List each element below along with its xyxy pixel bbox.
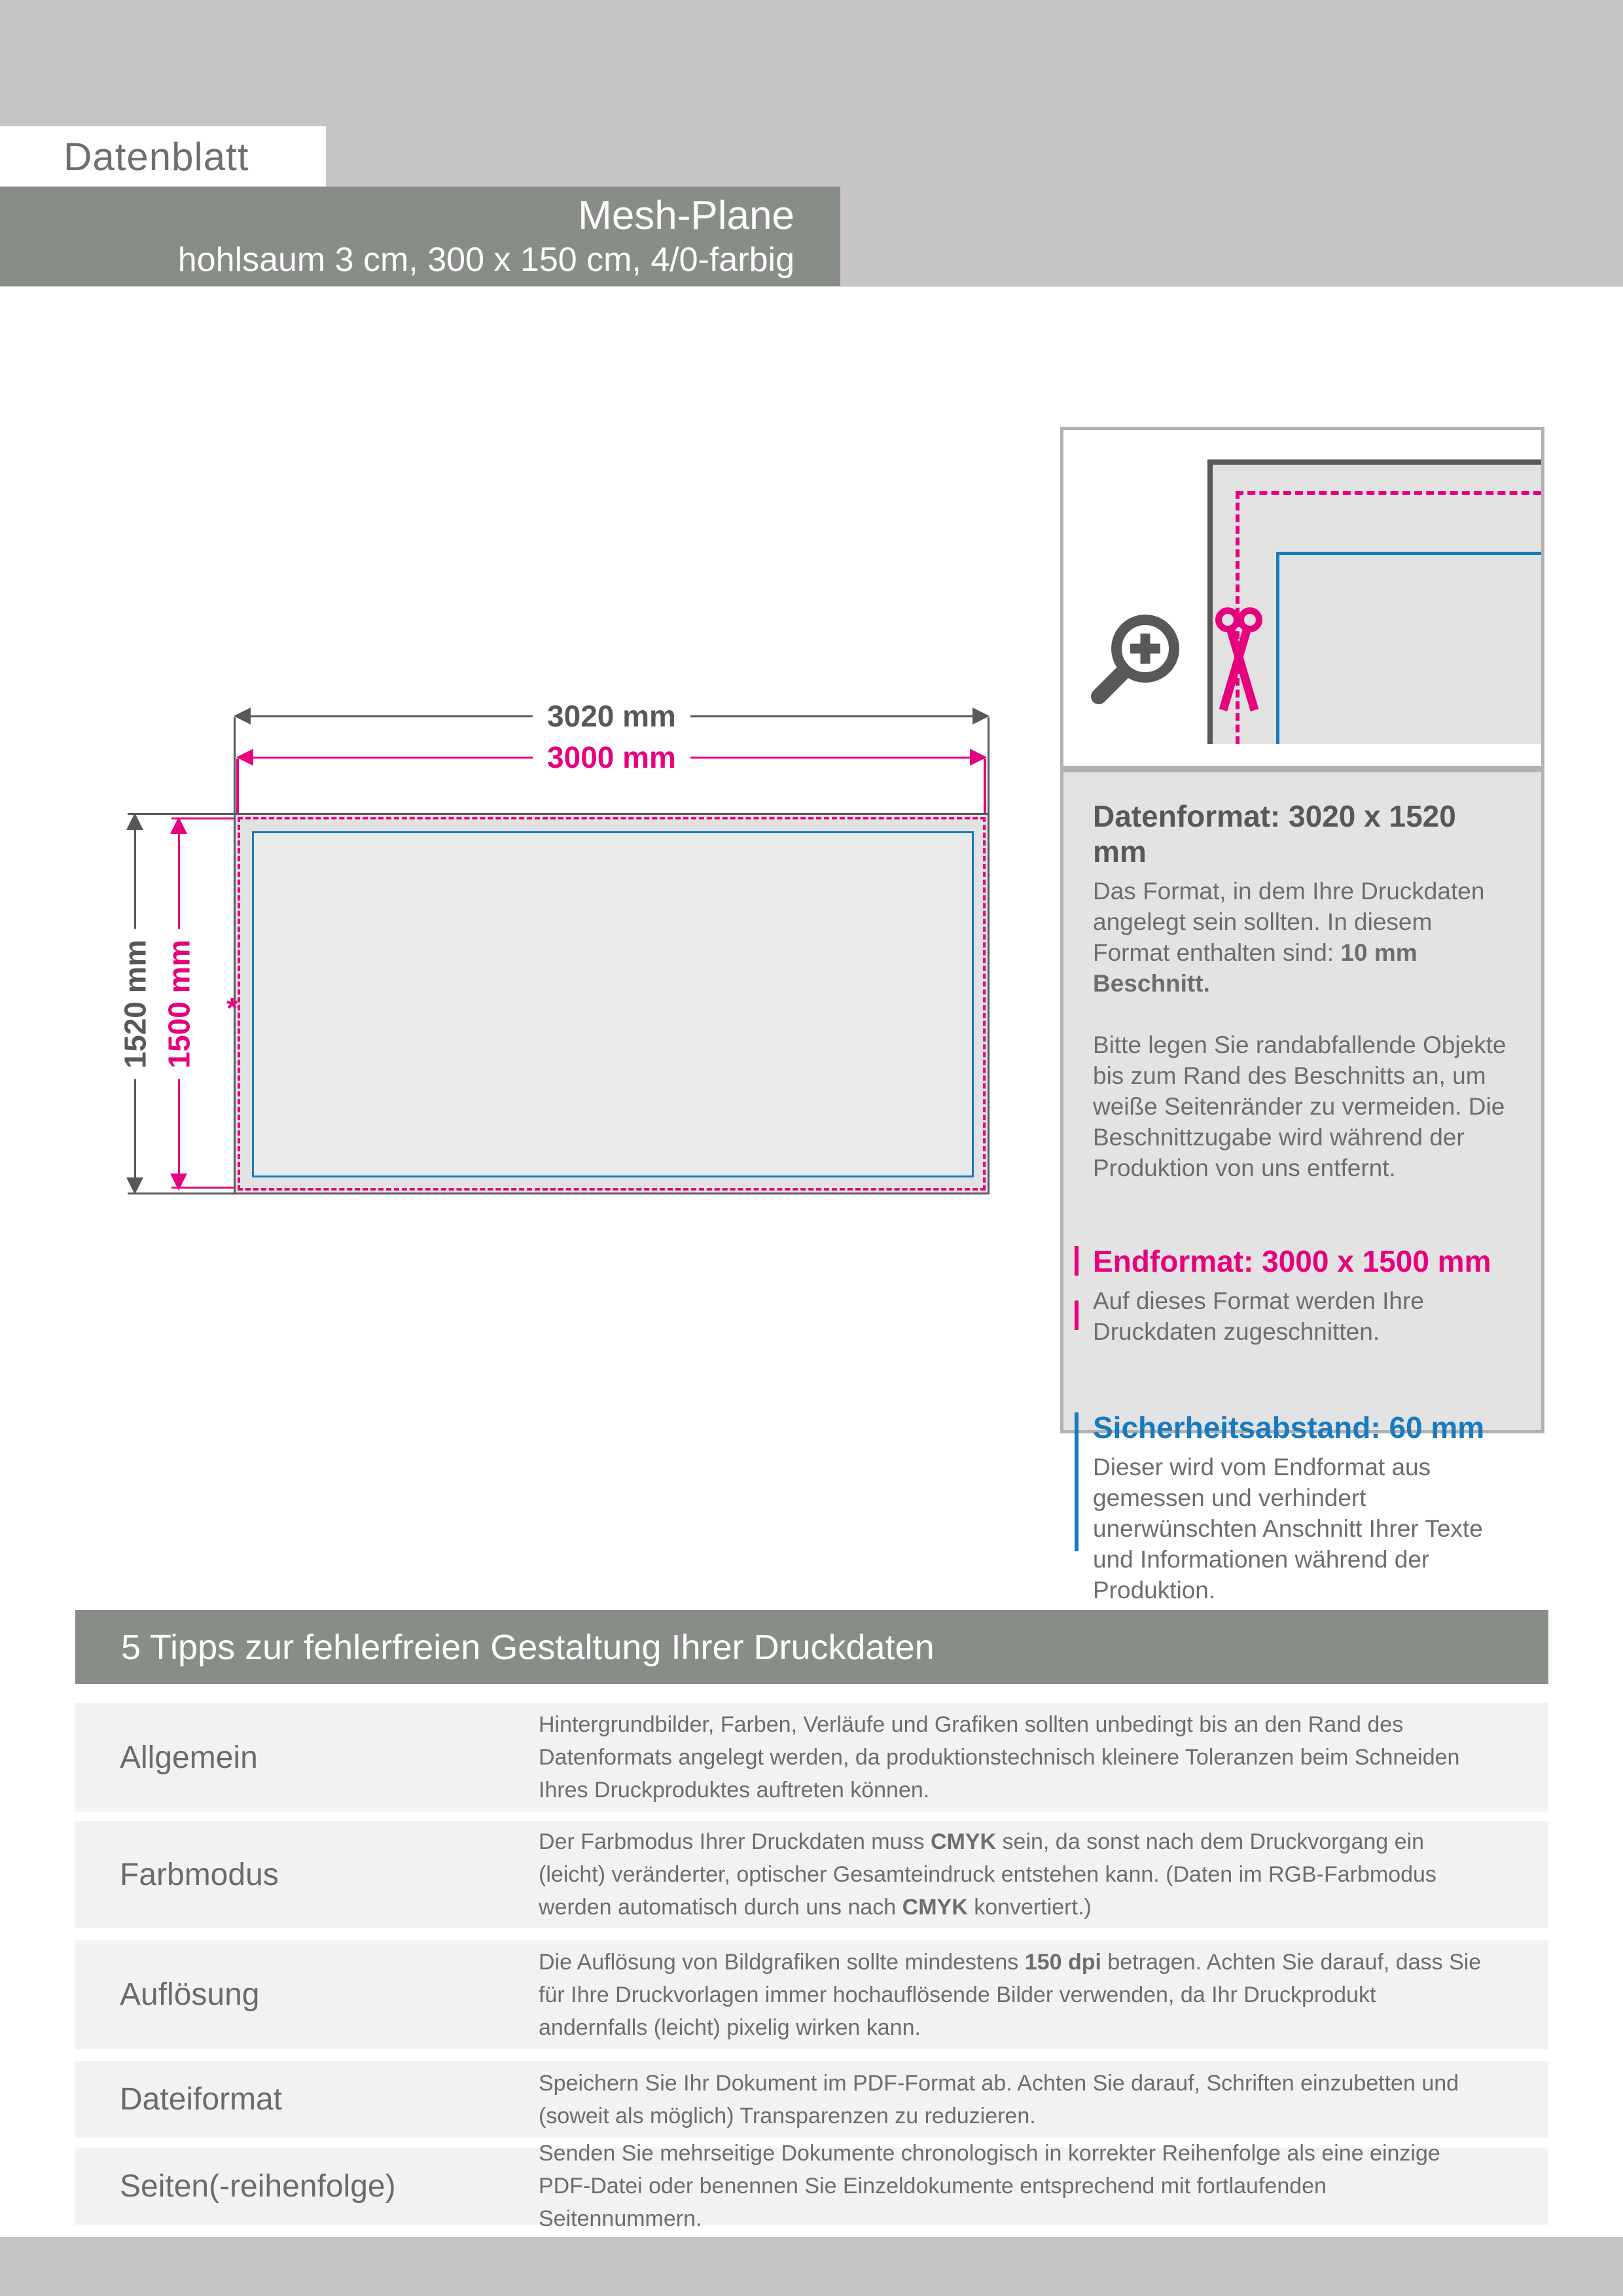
safety-margin-paragraph: Dieser wird vom Endformat aus gemessen und verhindert unerwünschten Anschnitt Ihrer Texte und Informationen während der Produktion. xyxy=(1093,1454,1483,1604)
tip-text: Speichern Sie Ihr Dokument im PDF-Format ab. Achten Sie darauf, Schriften einzubetten und (soweit als möglich) Transparenzen zu reduzieren. xyxy=(539,2070,1459,2128)
cut-line-marker-icon xyxy=(1075,1246,1079,1333)
arrowhead-down-icon xyxy=(170,1174,187,1191)
tip-label: Farbmodus xyxy=(120,1857,279,1892)
tip-row-allgemein xyxy=(75,1703,1548,1812)
arrowhead-down-icon xyxy=(126,1177,143,1194)
tip-row-farbmodus xyxy=(75,1821,1548,1928)
dimension-outer-height xyxy=(120,813,150,1194)
arrowhead-up-icon xyxy=(170,817,187,834)
footer-band xyxy=(0,2237,1623,2296)
tip-label: Dateiformat xyxy=(120,2082,283,2117)
arrowhead-up-icon xyxy=(126,813,143,830)
tip-label: Seiten(-reihenfolge) xyxy=(120,2168,396,2204)
tip-label: Allgemein xyxy=(120,1740,258,1775)
tip-text: Der Farbmodus Ihrer Druckdaten muss CMYK sein, da sonst nach dem Druckvorgang ein (leicht) veränderter, optischer Gesamteindruck entstehen kann. (Daten im RGB-Farbmodus werden automatisch durch uns nach CMYK konvertiert.) xyxy=(539,1829,1436,1920)
safety-line-marker-icon xyxy=(1075,1412,1079,1551)
tip-text: Hintergrundbilder, Farben, Verläufe und Grafiken sollten unbedingt bis an den Rand des Datenformats angelegt werden, da produktionstechnisch kleinere Toleranzen beim Schneiden Ihres Druckproduktes auftreten können. xyxy=(539,1712,1460,1803)
arrowhead-right-icon xyxy=(972,708,990,725)
dimension-final-height xyxy=(164,817,194,1191)
data-format-title: Datenformat: 3020 x 1520 mm xyxy=(1093,799,1456,869)
arrowhead-left-icon xyxy=(236,749,253,766)
safety-margin-rectangle xyxy=(252,831,974,1177)
extension-line-right-gray xyxy=(988,717,990,816)
tips-heading-bar xyxy=(75,1610,1548,1684)
safety-margin-title: Sicherheitsabstand: 60 mm xyxy=(1093,1410,1485,1444)
document-type-label: Datenblatt xyxy=(63,134,249,179)
outer-height-label: 1520 mm xyxy=(118,939,152,1068)
data-format-section xyxy=(1093,798,1516,1183)
format-info-panel xyxy=(1060,769,1544,1604)
tip-row-aufloesung xyxy=(75,1940,1548,2049)
product-name: Mesh-Plane xyxy=(578,193,794,238)
extension-line-left-magenta xyxy=(236,759,239,820)
scissors-icon xyxy=(1213,605,1265,725)
outer-width-label: 3020 mm xyxy=(547,699,676,733)
extension-line-right-magenta xyxy=(984,759,986,820)
tip-label: Auflösung xyxy=(120,1977,260,2012)
tip-row-dateiformat xyxy=(75,2061,1548,2138)
tip-row-seitenreihenfolge xyxy=(75,2141,1548,2231)
document-type-box xyxy=(0,126,326,187)
extension-line-left-gray xyxy=(234,717,236,816)
data-format-paragraph-2: Bitte legen Sie randabfallende Objekte bis zum Rand des Beschnitts an, um weiße Seitenränder zu vermeiden. Die Beschnittzugabe wird während der Produktion von uns entfernt. xyxy=(1093,1031,1507,1181)
safety-margin-section xyxy=(1093,1410,1516,1605)
tip-text: Senden Sie mehrseitige Dokumente chronologisch in korrekter Reihenfolge als eine einzige PDF-Datei oder benennen Sie Einzeldokumente entsprechend mit fortlaufenden Seitennummern. xyxy=(539,2141,1440,2231)
detail-safety-line xyxy=(1276,552,1541,744)
tip-text: Die Auflösung von Bildgrafiken sollte mindestens 150 dpi betragen. Achten Sie darauf, dass Sie für Ihre Druckvorlagen immer hochauflösende Bilder verwenden, da Ihr Druckprodukt andernfalls (leicht) pixelig wirken kann. xyxy=(539,1949,1482,2040)
data-format-paragraph-1: Das Format, in dem Ihre Druckdaten angelegt sein sollten. In diesem Format enthalten sind: 10 mm Beschnitt. xyxy=(1093,878,1485,997)
corner-detail-box xyxy=(1060,427,1544,769)
dimension-final-width xyxy=(236,740,987,774)
zoom-in-icon xyxy=(1083,601,1194,713)
final-format-section xyxy=(1093,1244,1516,1347)
product-variant: hohlsaum 3 cm, 300 x 150 cm, 4/0-farbig xyxy=(177,241,794,279)
final-format-title: Endformat: 3000 x 1500 mm xyxy=(1093,1244,1491,1278)
cut-line-asterisk: * xyxy=(226,992,238,1024)
final-format-paragraph: Auf dieses Format werden Ihre Druckdaten zugeschnitten. xyxy=(1093,1287,1424,1345)
product-banner xyxy=(0,187,840,286)
tips-heading: 5 Tipps zur fehlerfreien Gestaltung Ihrer Druckdaten xyxy=(121,1627,935,1667)
arrowhead-right-icon xyxy=(970,749,987,766)
dimension-outer-width xyxy=(234,699,990,733)
final-height-label: 1500 mm xyxy=(162,939,196,1068)
final-width-label: 3000 mm xyxy=(547,740,676,774)
arrowhead-left-icon xyxy=(234,708,251,725)
